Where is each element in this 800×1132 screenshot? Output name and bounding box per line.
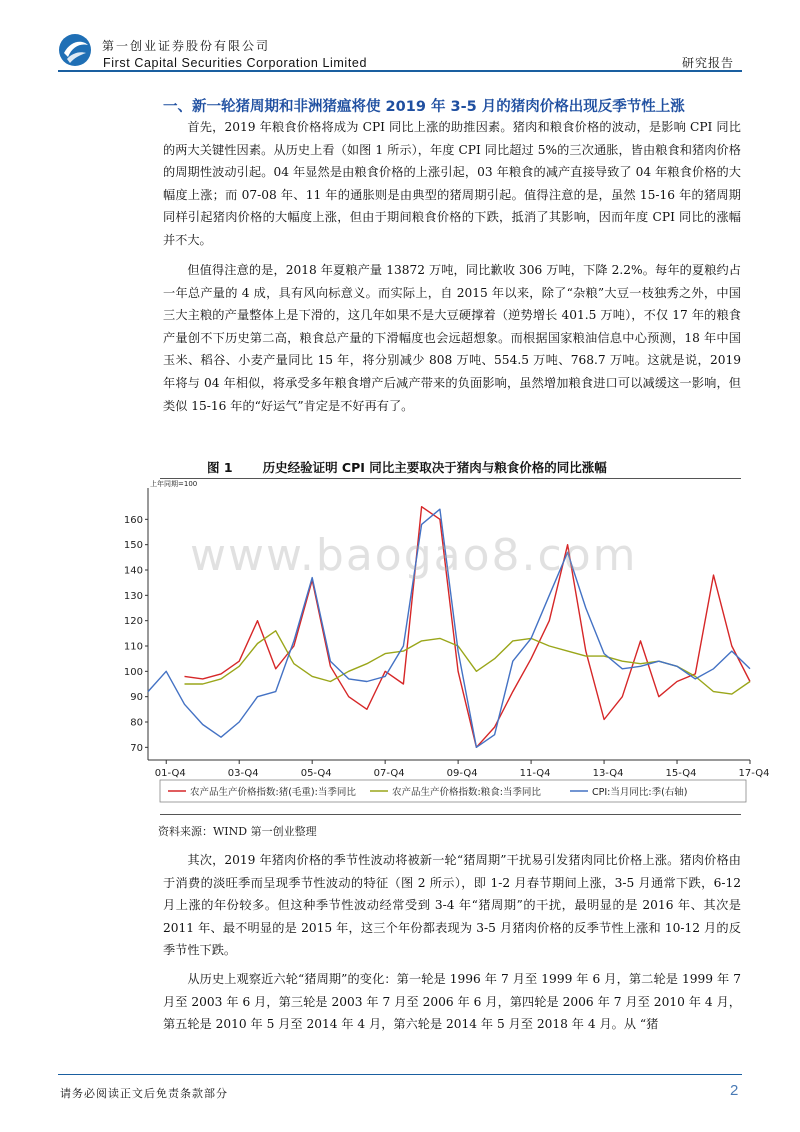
- y-tick-label: 100: [123, 666, 143, 678]
- y-tick-label: 70: [130, 742, 143, 754]
- figure-title: [207, 458, 607, 476]
- y-axis-unit-label: 上年同期=100: [150, 480, 198, 488]
- y-tick-label: 140: [123, 565, 143, 577]
- legend-label-2: 农产品生产价格指数:粮食:当季同比: [392, 787, 541, 798]
- company-name-cn: 第一创业证券股份有限公司: [102, 39, 271, 53]
- x-tick-label: 03-Q4: [227, 768, 259, 779]
- figure-top-rule: [160, 478, 741, 479]
- y-tick-label: 80: [130, 717, 143, 729]
- company-logo-icon: [58, 33, 92, 67]
- y-tick-label: 90: [130, 692, 143, 704]
- footer-divider: [58, 1074, 742, 1075]
- watermark: www.baogao8.com: [190, 530, 638, 581]
- paragraph-4: 从历史上观察近六轮“猪周期”的变化：第一轮是 1996 年 7 月至 1999 年 6 月，第二轮是 1999 年 7 月至 2003 年 6 月，第三轮是 2003 年 7 月至 2006 年 6 月，第四轮是 2006 年 7 月至 2010 年 4 月，第五轮是 2010 年 5 月至 2014 年 4 月，第六轮是 2014 年 5 月至 2018 年 4 月。从 “猪: [163, 972, 741, 1032]
- paragraph-3: 其次，2019 年猪肉价格的季节性波动将被新一轮“猪周期”干扰易引发猪肉同比价格上涨。猪肉价格由于消费的淡旺季而呈现季节性波动的特征（图 2 所示），即 1-2 月春节期间上涨，3-5 月通常下跌，6-12 月上涨的年份较多。但这种季节性波动经常受到 3-4 年“猪周期”的干扰，最明显的是 2016 年、其次是 2011 年、最不明显的是 2015 年，这三个年份都表现为 3-5 月猪肉价格的反季节性上涨和 10-12 月的反季节性下跌。: [163, 853, 741, 958]
- x-tick-label: 13-Q4: [592, 768, 624, 779]
- legend-label-1: 农产品生产价格指数:猪(毛重):当季同比: [190, 787, 356, 798]
- x-tick-label: 05-Q4: [300, 768, 332, 779]
- y-tick-label: 130: [123, 590, 143, 602]
- x-tick-label: 01-Q4: [154, 768, 186, 779]
- figure-caption: 历史经验证明 CPI 同比主要取决于猪肉与粮食价格的同比涨幅: [262, 460, 607, 475]
- figure-bottom-rule: [160, 814, 741, 815]
- y-tick-label: 150: [123, 540, 143, 552]
- y-tick-label: 120: [123, 616, 143, 628]
- page-number: 2: [730, 1082, 739, 1099]
- header-divider: [58, 70, 742, 72]
- figure-source: 资料来源：WIND 第一创业整理: [158, 825, 317, 838]
- paragraph-1: 首先，2019 年粮食价格将成为 CPI 同比上涨的助推因素。猪肉和粮食价格的波动，是影响 CPI 同比的两大关键性因素。从历史上看（如图 1 所示），年度 CPI 同比超过 5%的三次通胀，皆由粮食和猪肉价格的周期性波动引起。04 年显然是由粮食价格的上涨引起，03 年粮食的减产直接导致了 04 年粮食价格的大幅度上涨；而 07-08 年、11 年的通胀则是由典型的猪周期引起。值得注意的是，虽然 15-16 年的猪周期同样引起猪肉价格的大幅度上涨，但由于期间粮食价格的下跌，抵消了其影响，因而年度 CPI 同比的涨幅并不大。: [163, 120, 741, 247]
- disclaimer-note: 请务必阅读正文后免责条款部分: [60, 1087, 228, 1100]
- x-tick-label: 09-Q4: [446, 768, 478, 779]
- figure-label: 图 1: [207, 460, 233, 475]
- report-type-label: 研究报告: [682, 56, 735, 70]
- company-name-en: First Capital Securities Corporation Limited: [103, 56, 367, 70]
- x-tick-label: 17-Q4: [738, 768, 770, 779]
- y-tick-label: 160: [123, 514, 143, 526]
- paragraph-2: 但值得注意的是，2018 年夏粮产量 13872 万吨，同比歉收 306 万吨，下降 2.2%。每年的夏粮约占一年总产量的 4 成，具有风向标意义。而实际上，自 2015 年以来，除了“杂粮”大豆一枝独秀之外，中国三大主粮的产量整体上是下滑的，这几年如果不是大豆硬撑着（逆势增长 401.5 万吨），不仅 17 年的粮食产量创不下历史第二高，粮食总产量的下滑幅度也会远超想象。而根据国家粮油信息中心预测，18 年中国玉米、稻谷、小麦产量同比 15 年，将分别减少 808 万吨、554.5 万吨、768.7 万吨。这就是说，2019 年将与 04 年相似，将承受多年粮食增产后减产带来的负面影响，虽然增加粮食进口可以减缓这一影响，但类似 15-16 年的“好运气”肯定是不好再有了。: [163, 263, 741, 413]
- y-tick-label: 110: [123, 641, 143, 653]
- x-tick-label: 11-Q4: [519, 768, 551, 779]
- section-title: 一、新一轮猪周期和非洲猪瘟将使 2019 年 3-5 月的猪肉价格出现反季节性上涨: [163, 99, 685, 115]
- x-tick-label: 15-Q4: [665, 768, 697, 779]
- x-tick-label: 07-Q4: [373, 768, 405, 779]
- legend-label-3: CPI:当月同比:季(右轴): [592, 787, 688, 798]
